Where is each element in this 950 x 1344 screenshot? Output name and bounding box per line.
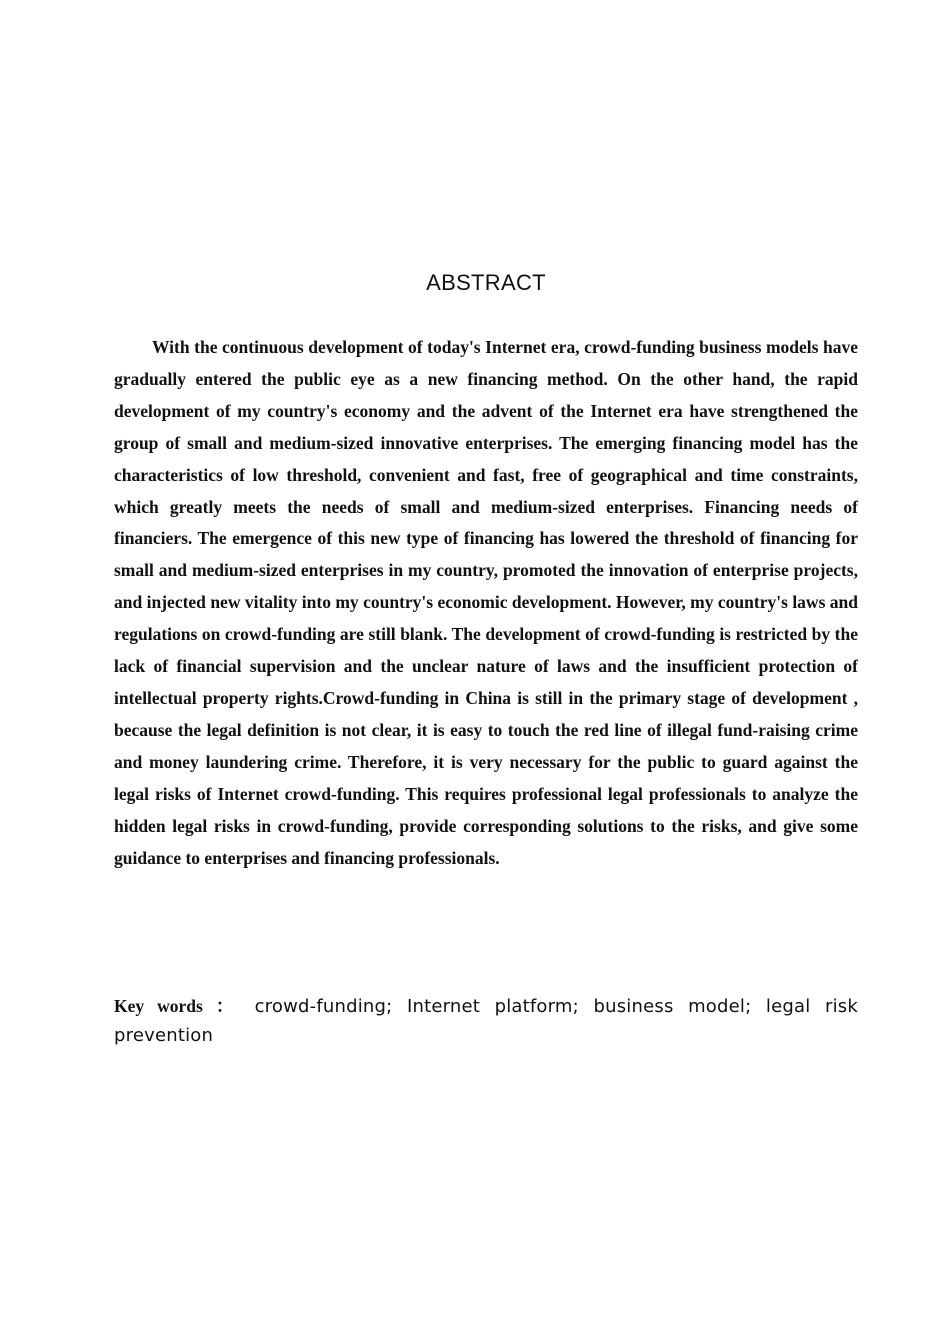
keywords-line [114,992,858,1051]
abstract-paragraph: With the continuous development of today's Internet era, crowd-funding business models have gradually entered the public eye as a new financing method. On the other hand, the rapid development of my country's economy and the advent of the Internet era have strengthened the group of small and medium-sized innovative enterprises. The emerging financing model has the characteristics of low threshold, convenient and fast, free of geographical and time constraints, which greatly meets the needs of small and medium-sized enterprises. Financing needs of financiers. The emergence of this new type of financing has lowered the threshold of financing for small and medium-sized enterprises in my country, promoted the innovation of enterprise projects, and injected new vitality into my country's economic development. However, my country's laws and regulations on crowd-funding are still blank. The development of crowd-funding is restricted by the lack of financial supervision and the unclear nature of laws and the insufficient protection of intellectual property rights.Crowd-funding in China is still in the primary stage of development , because the legal definition is not clear, it is easy to touch the red line of illegal fund-raising crime and money laundering crime. Therefore, it is very necessary for the public to guard against the legal risks of Internet crowd-funding. This requires professional legal professionals to analyze the hidden legal risks in crowd-funding, provide corresponding solutions to the risks, and give some guidance to enterprises and financing professionals. [114,337,858,868]
keywords-list: crowd-funding; Internet platform; business model; legal risk prevention [114,996,859,1046]
keywords-label: Key words ： [114,996,242,1016]
abstract-title: ABSTRACT [426,270,546,295]
